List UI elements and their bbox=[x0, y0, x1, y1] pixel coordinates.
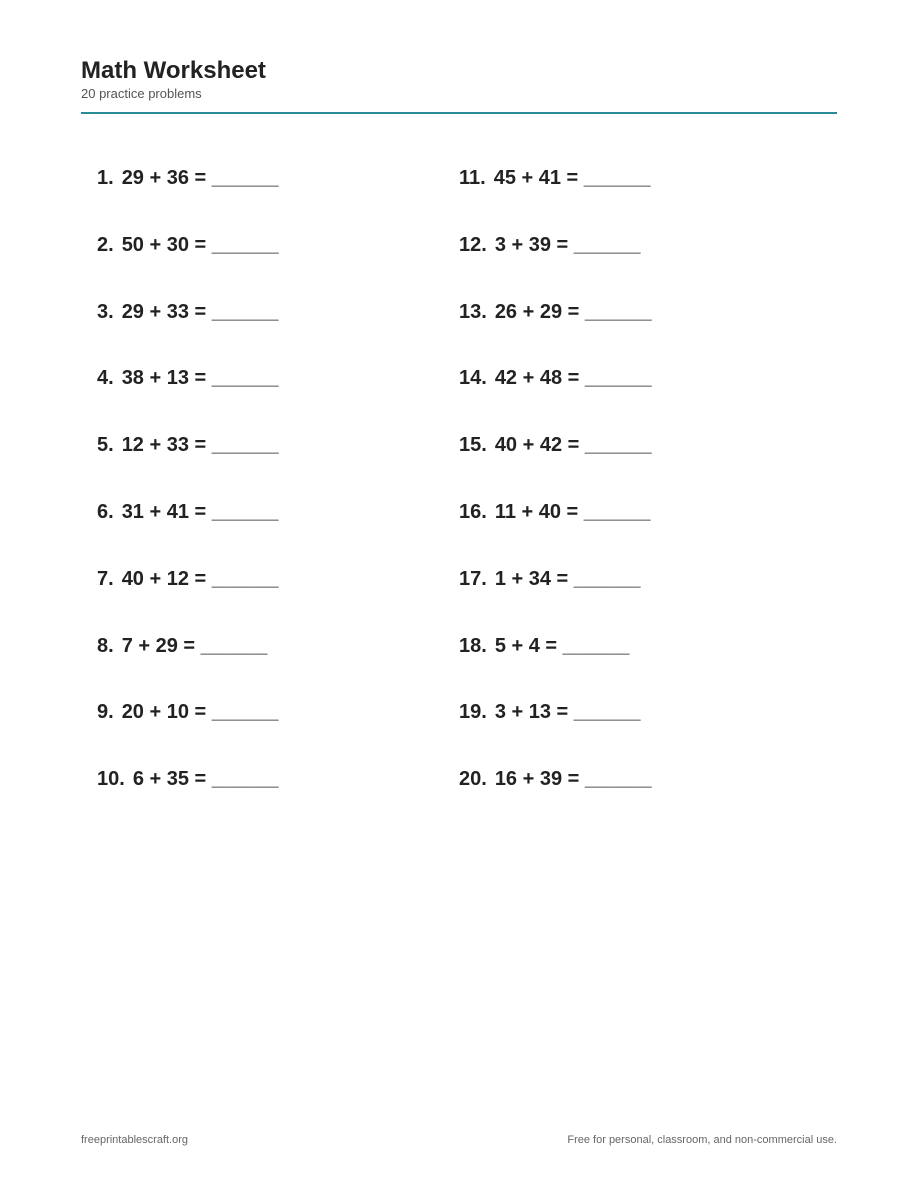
problem-expression: 11 + 40 = ______ bbox=[494, 500, 651, 523]
problem-item bbox=[97, 764, 437, 831]
problem-expression: 3 + 13 = ______ bbox=[494, 701, 641, 724]
problem-number: 11. bbox=[459, 167, 486, 189]
problem-expression: 45 + 41 = ______ bbox=[493, 167, 651, 189]
problem-expression: 3 + 39 = ______ bbox=[494, 233, 641, 256]
problem-item bbox=[97, 564, 437, 631]
problem-expression: 50 + 30 = ______ bbox=[121, 233, 279, 256]
problem-expression: 29 + 36 = ______ bbox=[121, 167, 279, 189]
problem-item bbox=[97, 497, 437, 564]
problem-expression: 1 + 34 = ______ bbox=[494, 567, 641, 590]
problem-item bbox=[97, 363, 437, 430]
problem-expression: 7 + 29 = ______ bbox=[121, 634, 268, 657]
problem-expression: 20 + 10 = ______ bbox=[121, 701, 279, 724]
problem-number: 3. bbox=[97, 300, 114, 323]
problem-expression: 16 + 39 = ______ bbox=[494, 768, 652, 791]
problem-number: 2. bbox=[97, 233, 114, 256]
problem-number: 10. bbox=[97, 768, 125, 791]
problem-item bbox=[459, 497, 799, 564]
problem-expression: 40 + 12 = ______ bbox=[121, 567, 279, 590]
problem-number: 12. bbox=[459, 233, 487, 256]
problem-item bbox=[459, 631, 799, 698]
problem-expression: 26 + 29 = ______ bbox=[494, 300, 652, 323]
problem-expression: 31 + 41 = ______ bbox=[121, 500, 279, 523]
problem-item bbox=[459, 230, 799, 297]
problem-expression: 6 + 35 = ______ bbox=[132, 768, 279, 791]
problem-item bbox=[459, 564, 799, 631]
problem-number: 17. bbox=[459, 567, 487, 590]
problems-column-left bbox=[97, 163, 437, 831]
problem-expression: 38 + 13 = ______ bbox=[121, 367, 279, 390]
problem-item bbox=[97, 697, 437, 764]
problem-item bbox=[459, 764, 799, 831]
worksheet-header bbox=[81, 56, 837, 102]
problem-number: 7. bbox=[97, 567, 114, 590]
page-title: Math Worksheet bbox=[81, 57, 266, 84]
problem-number: 13. bbox=[459, 300, 487, 323]
problem-number: 9. bbox=[97, 701, 114, 724]
problem-number: 4. bbox=[97, 367, 114, 390]
problem-item bbox=[459, 697, 799, 764]
problem-expression: 42 + 48 = ______ bbox=[494, 367, 652, 390]
footer-site-name: freeprintablescraft.org bbox=[81, 1134, 188, 1146]
footer-usage-note: Free for personal, classroom, and non-commercial use. bbox=[567, 1134, 837, 1146]
problem-number: 19. bbox=[459, 701, 487, 724]
problem-item bbox=[459, 430, 799, 497]
problem-number: 5. bbox=[97, 434, 114, 457]
problem-number: 18. bbox=[459, 634, 487, 657]
problem-expression: 12 + 33 = ______ bbox=[121, 434, 279, 457]
problem-item bbox=[97, 163, 437, 230]
problem-item bbox=[97, 230, 437, 297]
problem-item bbox=[97, 297, 437, 364]
problem-number: 14. bbox=[459, 367, 487, 390]
problem-item bbox=[459, 297, 799, 364]
problem-item bbox=[459, 163, 799, 230]
problem-number: 20. bbox=[459, 768, 487, 791]
problem-number: 8. bbox=[97, 634, 114, 657]
problems-column-right bbox=[459, 163, 799, 831]
problem-item bbox=[97, 430, 437, 497]
problem-item bbox=[459, 363, 799, 430]
problem-number: 16. bbox=[459, 500, 487, 523]
page-subtitle: 20 practice problems bbox=[81, 86, 202, 101]
problem-number: 15. bbox=[459, 434, 487, 457]
problem-item bbox=[97, 631, 437, 698]
problem-number: 1. bbox=[97, 167, 114, 189]
problem-number: 6. bbox=[97, 500, 114, 523]
problem-expression: 29 + 33 = ______ bbox=[121, 300, 279, 323]
problem-expression: 5 + 4 = ______ bbox=[494, 634, 630, 657]
problem-expression: 40 + 42 = ______ bbox=[494, 434, 652, 457]
header-divider bbox=[81, 112, 837, 114]
